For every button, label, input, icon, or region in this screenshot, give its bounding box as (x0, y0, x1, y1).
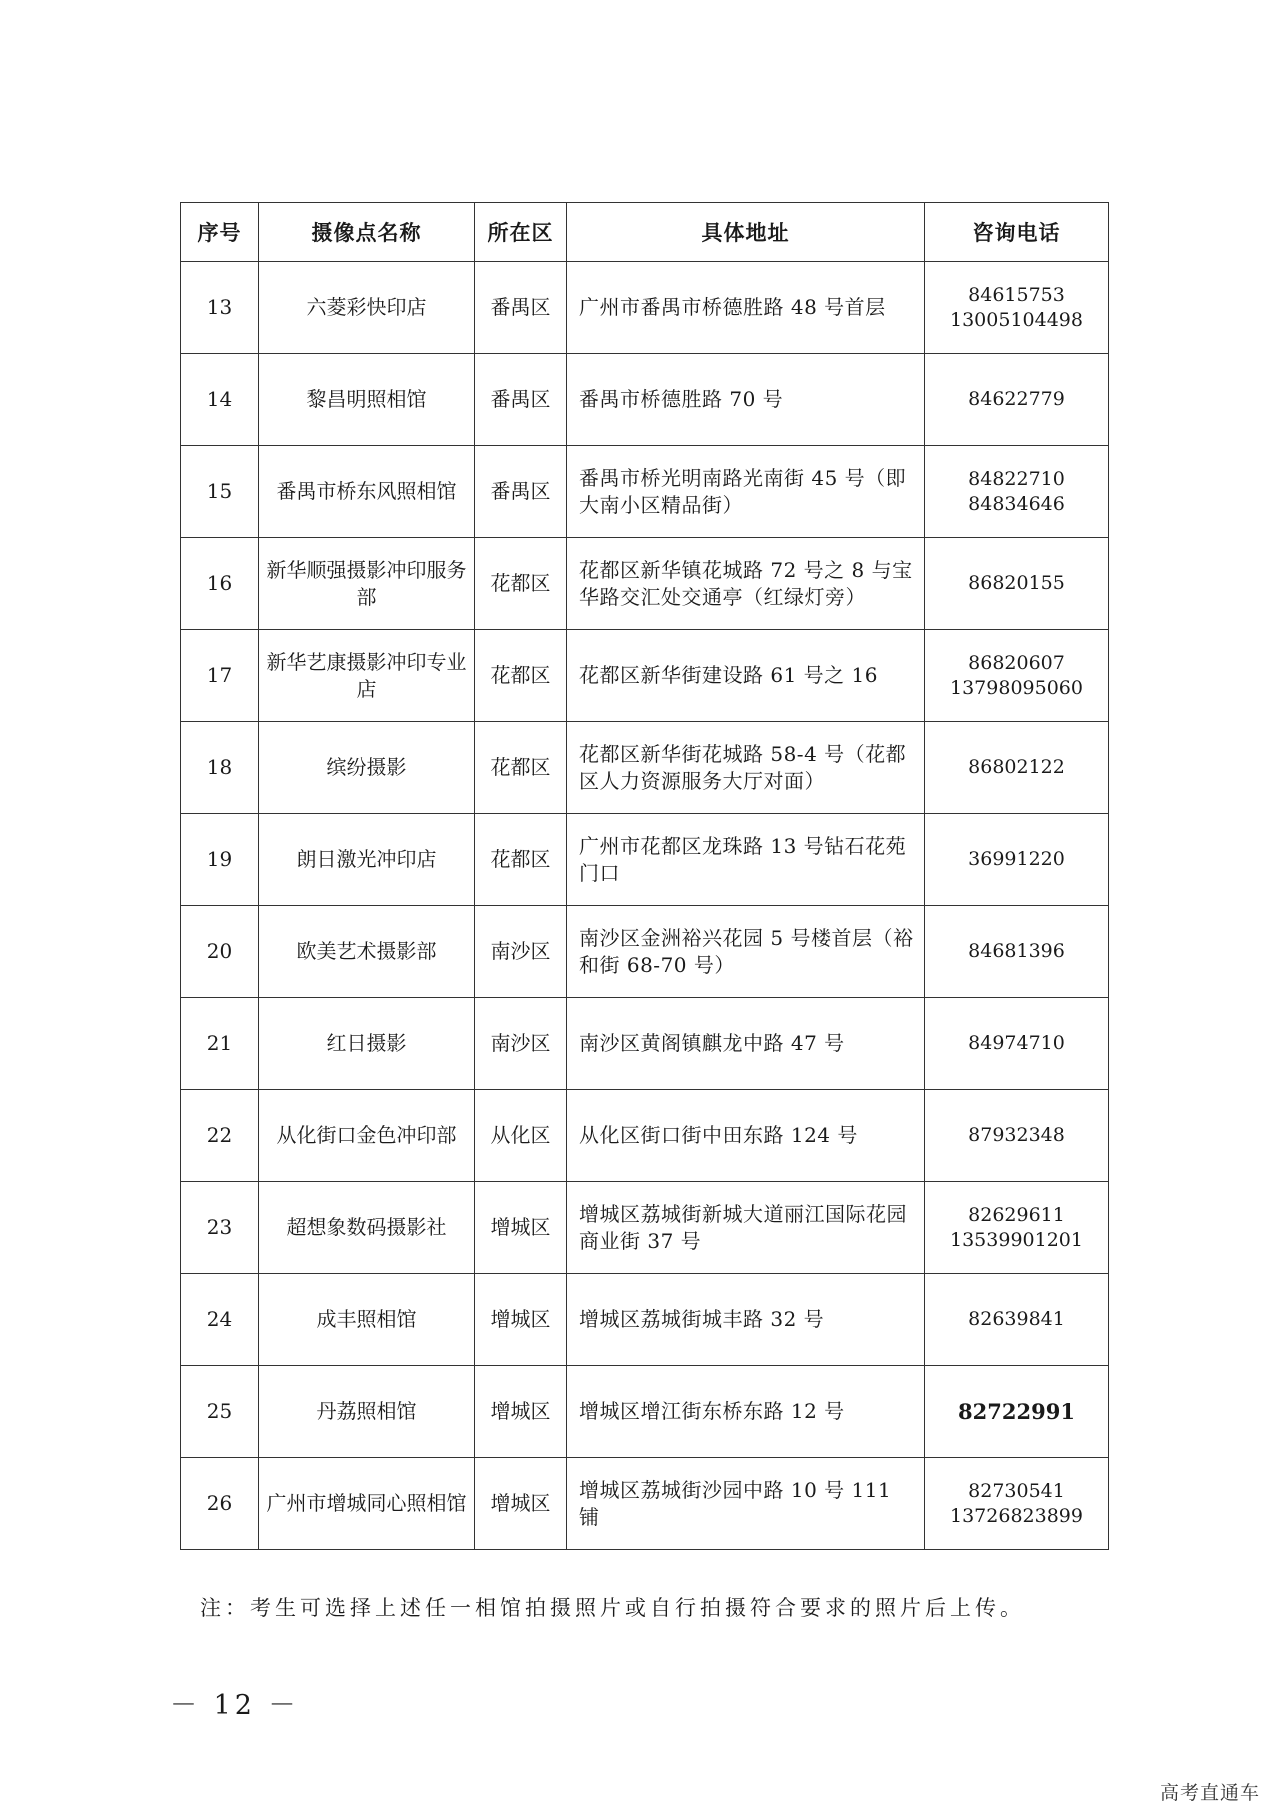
table-row (181, 1366, 1109, 1458)
cell-studio-name: 成丰照相馆 (259, 1274, 475, 1366)
phone-number: 84681396 (968, 940, 1065, 962)
cell-phone (925, 1182, 1109, 1274)
header-serial: 序号 (181, 203, 259, 262)
cell-serial: 18 (181, 722, 259, 814)
phone-number: 84615753 (968, 283, 1065, 306)
cell-phone (925, 814, 1109, 906)
header-phone: 咨询电话 (925, 203, 1109, 262)
cell-studio-name: 新华顺强摄影冲印服务部 (259, 538, 475, 630)
phone-number: 13539901201 (950, 1228, 1083, 1251)
cell-phone (925, 354, 1109, 446)
cell-serial: 14 (181, 354, 259, 446)
table-row (181, 1274, 1109, 1366)
cell-district: 花都区 (475, 630, 567, 722)
cell-district: 南沙区 (475, 998, 567, 1090)
cell-district: 番禺区 (475, 354, 567, 446)
cell-district: 从化区 (475, 1090, 567, 1182)
phone-number: 13005104498 (950, 308, 1083, 331)
phone-number: 84974710 (968, 1032, 1065, 1054)
cell-address: 广州市花都区龙珠路 13 号钻石花苑门口 (567, 814, 925, 906)
cell-serial: 25 (181, 1366, 259, 1458)
cell-address: 增城区荔城街沙园中路 10 号 111 铺 (567, 1458, 925, 1550)
table-row (181, 538, 1109, 630)
phone-number: 82629611 (968, 1203, 1065, 1226)
header-studio-name: 摄像点名称 (259, 203, 475, 262)
phone-number: 86820607 (968, 651, 1065, 674)
cell-studio-name: 黎昌明照相馆 (259, 354, 475, 446)
cell-serial: 16 (181, 538, 259, 630)
cell-address: 花都区新华街建设路 61 号之 16 (567, 630, 925, 722)
phone-number: 86802122 (968, 756, 1065, 778)
table-row (181, 446, 1109, 538)
cell-serial: 20 (181, 906, 259, 998)
cell-address: 番禺市桥光明南路光南街 45 号（即大南小区精品街） (567, 446, 925, 538)
table-body (181, 262, 1109, 1550)
cell-serial: 13 (181, 262, 259, 354)
cell-address: 南沙区黄阁镇麒龙中路 47 号 (567, 998, 925, 1090)
cell-phone (925, 630, 1109, 722)
table-row (181, 262, 1109, 354)
table-row (181, 630, 1109, 722)
table-header-row (181, 203, 1109, 262)
cell-district: 增城区 (475, 1458, 567, 1550)
cell-serial: 15 (181, 446, 259, 538)
cell-address: 增城区荔城街城丰路 32 号 (567, 1274, 925, 1366)
cell-studio-name: 超想象数码摄影社 (259, 1182, 475, 1274)
cell-studio-name: 从化街口金色冲印部 (259, 1090, 475, 1182)
phone-number: 82730541 (968, 1479, 1065, 1502)
table-row (181, 814, 1109, 906)
table-row (181, 354, 1109, 446)
cell-address: 南沙区金洲裕兴花园 5 号楼首层（裕和街 68-70 号） (567, 906, 925, 998)
cell-phone (925, 1366, 1109, 1458)
cell-studio-name: 红日摄影 (259, 998, 475, 1090)
cell-studio-name: 新华艺康摄影冲印专业店 (259, 630, 475, 722)
cell-studio-name: 番禺市桥东风照相馆 (259, 446, 475, 538)
cell-address: 从化区街口街中田东路 124 号 (567, 1090, 925, 1182)
page-number: － 12 － (170, 1690, 300, 1721)
cell-district: 增城区 (475, 1366, 567, 1458)
table-row (181, 1090, 1109, 1182)
cell-address: 花都区新华街花城路 58-4 号（花都区人力资源服务大厅对面） (567, 722, 925, 814)
cell-district: 番禺区 (475, 262, 567, 354)
cell-serial: 26 (181, 1458, 259, 1550)
table-row (181, 1182, 1109, 1274)
cell-studio-name: 欧美艺术摄影部 (259, 906, 475, 998)
table-row (181, 906, 1109, 998)
cell-district: 南沙区 (475, 906, 567, 998)
cell-address: 增城区增江街东桥东路 12 号 (567, 1366, 925, 1458)
cell-phone (925, 1090, 1109, 1182)
cell-district: 增城区 (475, 1182, 567, 1274)
watermark-text: 高考直通车 (1159, 1782, 1260, 1804)
cell-phone (925, 262, 1109, 354)
cell-serial: 19 (181, 814, 259, 906)
cell-studio-name: 缤纷摄影 (259, 722, 475, 814)
cell-phone (925, 906, 1109, 998)
cell-phone (925, 722, 1109, 814)
cell-studio-name: 六菱彩快印店 (259, 262, 475, 354)
cell-address: 增城区荔城街新城大道丽江国际花园商业街 37 号 (567, 1182, 925, 1274)
cell-serial: 21 (181, 998, 259, 1090)
phone-number: 82639841 (968, 1308, 1065, 1330)
phone-number: 82722991 (958, 1399, 1075, 1424)
phone-number: 13726823899 (950, 1504, 1083, 1527)
table-row (181, 998, 1109, 1090)
cell-phone (925, 1274, 1109, 1366)
phone-number: 36991220 (968, 848, 1065, 870)
phone-number: 84834646 (968, 492, 1065, 515)
footnote: 注：考生可选择上述任一相馆拍摄照片或自行拍摄符合要求的照片后上传。 (200, 1596, 1025, 1620)
cell-district: 花都区 (475, 814, 567, 906)
phone-number: 13798095060 (950, 676, 1083, 699)
table-row (181, 1458, 1109, 1550)
photo-studio-table (180, 202, 1109, 1550)
phone-number: 84622779 (968, 388, 1065, 410)
cell-studio-name: 朗日激光冲印店 (259, 814, 475, 906)
header-district: 所在区 (475, 203, 567, 262)
phone-number: 84822710 (968, 467, 1065, 490)
header-address: 具体地址 (567, 203, 925, 262)
cell-studio-name: 丹荔照相馆 (259, 1366, 475, 1458)
cell-serial: 23 (181, 1182, 259, 1274)
cell-serial: 24 (181, 1274, 259, 1366)
cell-address: 花都区新华镇花城路 72 号之 8 与宝华路交汇处交通亭（红绿灯旁） (567, 538, 925, 630)
cell-phone (925, 446, 1109, 538)
cell-phone (925, 998, 1109, 1090)
cell-studio-name: 广州市增城同心照相馆 (259, 1458, 475, 1550)
cell-address: 番禺市桥德胜路 70 号 (567, 354, 925, 446)
cell-address: 广州市番禺市桥德胜路 48 号首层 (567, 262, 925, 354)
cell-district: 番禺区 (475, 446, 567, 538)
phone-number: 87932348 (968, 1124, 1065, 1146)
cell-district: 花都区 (475, 722, 567, 814)
cell-serial: 22 (181, 1090, 259, 1182)
phone-number: 86820155 (968, 572, 1065, 594)
cell-serial: 17 (181, 630, 259, 722)
cell-district: 花都区 (475, 538, 567, 630)
table-row (181, 722, 1109, 814)
cell-phone (925, 1458, 1109, 1550)
cell-district: 增城区 (475, 1274, 567, 1366)
cell-phone (925, 538, 1109, 630)
